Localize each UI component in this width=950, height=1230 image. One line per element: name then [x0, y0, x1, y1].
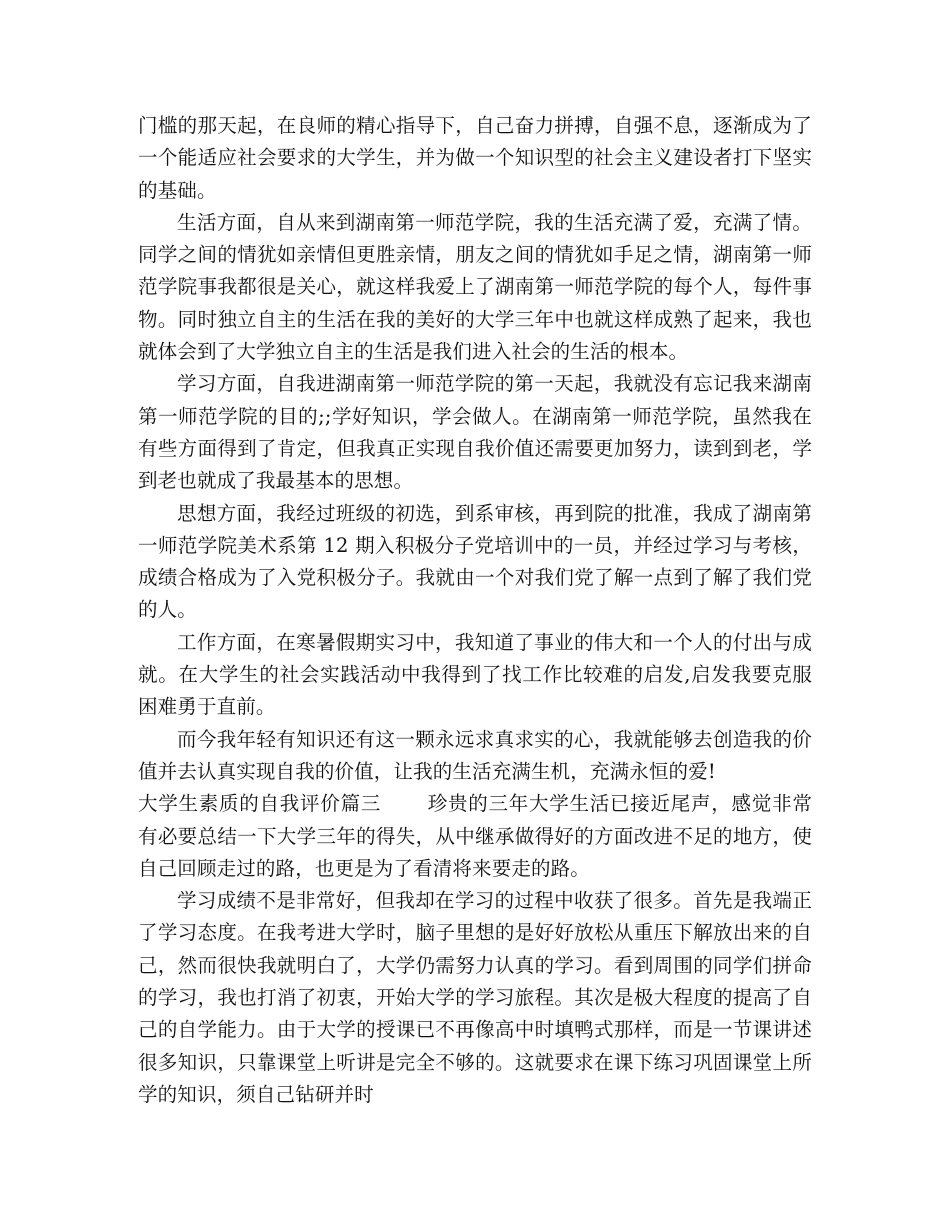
section-paragraph	[138, 788, 812, 885]
paragraph-study: 学习方面，自我进湖南第一师范学院的第一天起，我就没有忘记我来湖南第一师范学院的目的;;学好知识，学会做人。在湖南第一师范学院，虽然我在有些方面得到了肯定，但我真正实现自我价值还需要更加努力，读到到老，学到老也就成了我最基本的思想。	[138, 372, 812, 493]
document-page	[138, 110, 812, 1111]
paragraph-conclusion: 而今我年轻有知识还有这一颗永远求真求实的心，我就能够去创造我的价值并去认真实现自我的价值，让我的生活充满生机，充满永恒的爱!	[138, 727, 812, 783]
paragraph-life: 生活方面，自从来到湖南第一师范学院，我的生活充满了爱，充满了情。同学之间的情犹如亲情但更胜亲情，朋友之间的情犹如手足之情，湖南第一师范学院事我都很是关心，就这样我爱上了湖南第一师范学院的每个人，每件事物。同时独立自主的生活在我的美好的大学三年中也就这样成熟了起来，我也就体会到了大学独立自主的生活是我们进入社会的生活的根本。	[138, 210, 812, 364]
paragraph-1: 门槛的那天起，在良师的精心指导下，自己奋力拼搏，自强不息，逐渐成为了一个能适应社会要求的大学生，并为做一个知识型的社会主义建设者打下坚实的基础。	[138, 114, 812, 202]
section-intro-text: 珍贵的三年大学生活已接近尾声，感觉非常有必要总结一下大学三年的得失，从中继承做得好的方面改进不足的地方，使自己回顾走过的路，也更是为了看清将来要走的路。	[138, 792, 812, 880]
paragraph-thought: 思想方面，我经过班级的初选，到系审核，再到院的批准，我成了湖南第一师范学院美术系第 12 期入积极分子党培训中的一员，并经过学习与考核，成绩合格成为了入党积极分子。我就由一个对我们党了解一点到了解了我们党的人。	[138, 501, 812, 622]
section-heading: 大学生素质的自我评价篇三	[138, 792, 382, 816]
paragraph-grades: 学习成绩不是非常好，但我却在学习的过程中收获了很多。首先是我端正了学习态度。在我考进大学时，脑子里想的是好好放松从重压下解放出来的自己，然而很快我就明白了，大学仍需努力认真的学习。看到周围的同学们拼命的学习，我也打消了初衷，开始大学的学习旅程。其次是极大程度的提高了自己的自学能力。由于大学的授课已不再像高中时填鸭式那样，而是一节课讲述很多知识，只靠课堂上听讲是完全不够的。这就要求在课下练习巩固课堂上所学的知识，须自己钻研并时	[138, 889, 812, 1106]
paragraph-work: 工作方面，在寒暑假期实习中，我知道了事业的伟大和一个人的付出与成就。在大学生的社会实践活动中我得到了找工作比较难的启发,启发我要克服困难勇于直前。	[138, 630, 812, 719]
